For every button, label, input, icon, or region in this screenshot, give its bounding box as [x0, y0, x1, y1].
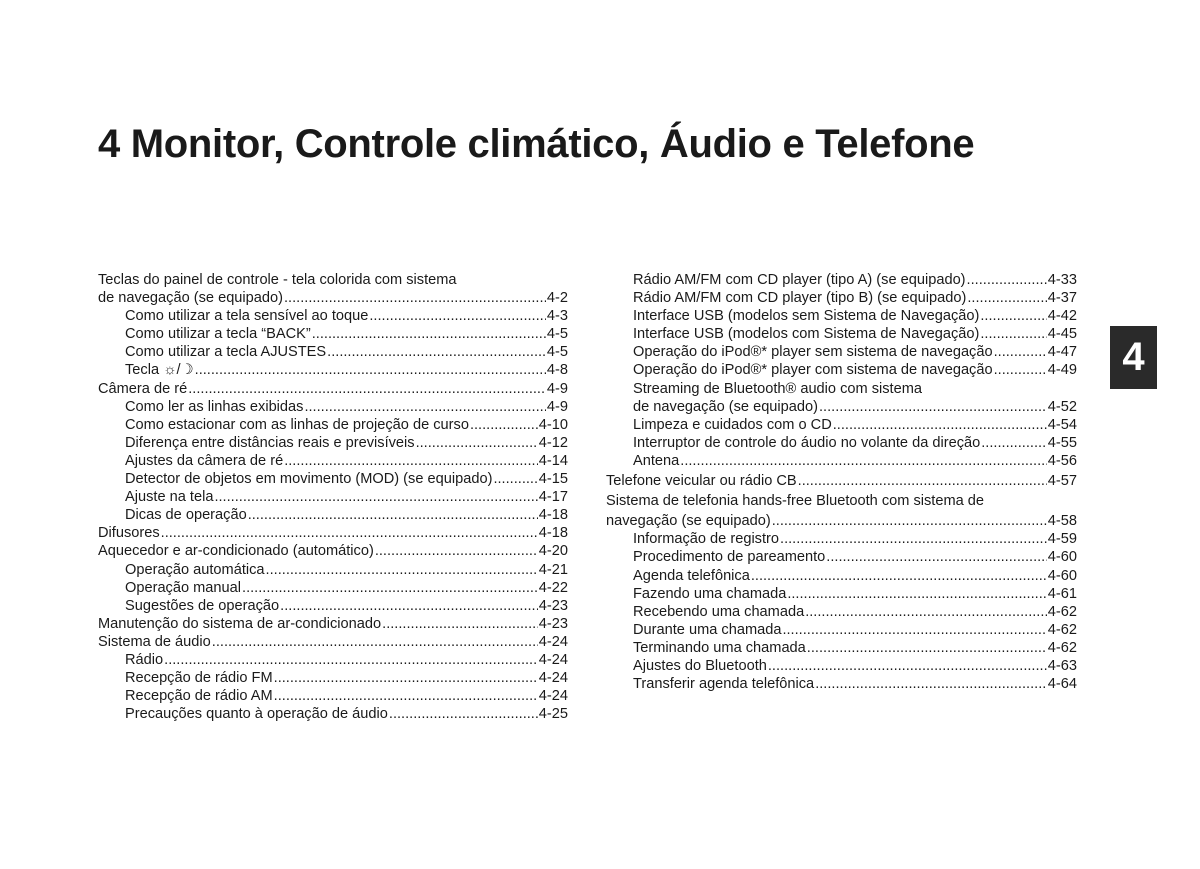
toc-leader-dots: [980, 307, 1046, 325]
toc-entry-page: 4-62: [1047, 639, 1077, 656]
toc-entry-title: Ajustes do Bluetooth: [633, 657, 767, 674]
toc-entry-page: 4-58: [1047, 513, 1077, 530]
toc-leader-dots: [212, 633, 538, 651]
toc-entry-title: navegação (se equipado): [606, 513, 771, 530]
toc-leader-dots: [994, 361, 1047, 379]
toc-list-right: [606, 271, 1077, 693]
toc-entry: [98, 687, 568, 705]
toc-entry-title: Dicas de operação: [125, 507, 247, 524]
toc-entry-title: Durante uma chamada: [633, 621, 782, 638]
toc-entry-page: 4-12: [538, 434, 568, 451]
toc-leader-dots: [248, 506, 538, 524]
toc-entry: [606, 512, 1077, 530]
toc-entry-title: Antena: [633, 452, 680, 469]
toc-entry-page: 4-60: [1047, 549, 1077, 566]
toc-entry-title: de navegação (se equipado): [633, 398, 818, 415]
toc-entry-page: 4-5: [546, 344, 568, 361]
toc-entry: [606, 343, 1077, 361]
toc-leader-dots: [787, 585, 1046, 603]
toc-entry: [98, 470, 568, 488]
toc-left-column: [98, 271, 568, 723]
toc-entry-page: 4-62: [1047, 603, 1077, 620]
toc-leader-dots: [967, 289, 1046, 307]
toc-entry-page: 4-45: [1047, 326, 1077, 343]
toc-entry-page: 4-18: [538, 507, 568, 524]
toc-entry-title: Sistema de telefonia hands-free Bluetooth com sistema de: [606, 493, 985, 510]
toc-entry: [606, 380, 1077, 398]
toc-leader-dots: [274, 687, 538, 705]
toc-entry-title: Recepção de rádio AM: [125, 688, 273, 705]
toc-leader-dots: [994, 343, 1047, 361]
toc-entry: [606, 675, 1077, 693]
toc-entry-page: 4-18: [538, 525, 568, 542]
toc-entry-title: Como estacionar com as linhas de projeção de curso: [125, 416, 469, 433]
toc-entry-page: 4-42: [1047, 308, 1077, 325]
toc-entry: [98, 452, 568, 470]
toc-entry-title: Detector de objetos em movimento (MOD) (se equipado): [125, 471, 493, 488]
toc-entry-page: 4-24: [538, 651, 568, 668]
toc-entry-title: Como utilizar a tela sensível ao toque: [125, 308, 369, 325]
toc-entry-page: 4-10: [538, 416, 568, 433]
toc-leader-dots: [161, 524, 538, 542]
toc-entry-title: Rádio AM/FM com CD player (tipo B) (se equipado): [633, 290, 967, 307]
toc-entry: [98, 398, 568, 416]
toc-entry: [606, 492, 1077, 510]
toc-entry-page: 4-9: [546, 398, 568, 415]
toc-entry-title: Interface USB (modelos com Sistema de Navegação): [633, 326, 980, 343]
toc-entry-title: Informação de registro: [633, 531, 780, 548]
toc-entry-page: 4-49: [1047, 362, 1077, 379]
toc-right-column: [606, 271, 1077, 693]
toc-entry-page: 4-20: [538, 543, 568, 560]
toc-leader-dots: [214, 488, 537, 506]
toc-entry-page: 4-8: [546, 362, 568, 379]
toc-entry-title: Teclas do painel de controle - tela colorida com sistema: [98, 272, 457, 288]
toc-entry-page: 4-47: [1047, 344, 1077, 361]
toc-leader-dots: [470, 416, 538, 434]
toc-entry: [98, 488, 568, 506]
toc-entry-page: 4-14: [538, 452, 568, 469]
toc-entry: [606, 434, 1077, 452]
toc-entry-title: Interruptor de controle do áudio no volante da direção: [633, 434, 981, 451]
toc-leader-dots: [274, 669, 538, 687]
toc-entry-page: 4-64: [1047, 676, 1077, 693]
toc-entry-title: Operação manual: [125, 579, 242, 596]
toc-entry: [98, 325, 568, 343]
toc-leader-dots: [242, 579, 538, 597]
toc-entry: [606, 398, 1077, 416]
toc-entry: [606, 325, 1077, 343]
toc-entry: [98, 579, 568, 597]
toc-leader-dots: [772, 512, 1047, 530]
toc-entry-page: 4-57: [1047, 473, 1077, 490]
toc-leader-dots: [195, 361, 546, 379]
toc-leader-dots: [284, 289, 546, 307]
toc-entry-title: de navegação (se equipado): [98, 290, 283, 307]
toc-entry-title: Operação do iPod®* player com sistema de navegação: [633, 362, 993, 379]
toc-leader-dots: [815, 675, 1047, 693]
toc-leader-dots: [188, 380, 546, 398]
toc-entry-title: Como ler as linhas exibidas: [125, 398, 304, 415]
toc-entry: [606, 271, 1077, 289]
toc-entry-title: Ajustes da câmera de ré: [125, 452, 284, 469]
toc-leader-dots: [981, 434, 1047, 452]
chapter-tab: 4: [1110, 326, 1157, 389]
toc-entry-title: Precauções quanto à operação de áudio: [125, 706, 388, 723]
toc-entry-title: Transferir agenda telefônica: [633, 676, 815, 693]
toc-entry-page: 4-54: [1047, 416, 1077, 433]
toc-leader-dots: [807, 639, 1047, 657]
toc-entry-page: 4-21: [538, 561, 568, 578]
toc-entry: [98, 561, 568, 579]
toc-entry-page: 4-37: [1047, 290, 1077, 307]
toc-entry-title: Manutenção do sistema de ar-condicionado: [98, 615, 382, 632]
toc-entry-title: Streaming de Bluetooth® audio com sistema: [633, 380, 922, 397]
toc-entry: [606, 416, 1077, 434]
toc-entry-title: Câmera de ré: [98, 380, 188, 397]
toc-entry-page: 4-24: [538, 688, 568, 705]
toc-entry: [98, 271, 568, 289]
toc-leader-dots: [375, 542, 538, 560]
toc-entry: [98, 343, 568, 361]
toc-leader-dots: [266, 561, 538, 579]
toc-entry: [606, 639, 1077, 657]
toc-entry-page: 4-15: [538, 471, 568, 488]
toc-entry: [606, 530, 1077, 548]
toc-entry-title: Procedimento de pareamento: [633, 549, 826, 566]
toc-entry-title: Sistema de áudio: [98, 633, 211, 650]
toc-entry: [98, 597, 568, 615]
toc-entry-page: 4-60: [1047, 567, 1077, 584]
toc-entry: [98, 416, 568, 434]
toc-entry: [606, 603, 1077, 621]
toc-leader-dots: [164, 651, 538, 669]
toc-leader-dots: [768, 657, 1047, 675]
toc-entry-page: 4-61: [1047, 585, 1077, 602]
toc-leader-dots: [312, 325, 546, 343]
toc-entry: [606, 307, 1077, 325]
toc-entry: [98, 380, 568, 398]
toc-entry-title: Operação do iPod®* player sem sistema de navegação: [633, 344, 993, 361]
toc-leader-dots: [284, 452, 538, 470]
toc-entry: [98, 506, 568, 524]
toc-entry-page: 4-24: [538, 633, 568, 650]
toc-leader-dots: [751, 567, 1047, 585]
toc-entry: [98, 542, 568, 560]
toc-entry-page: 4-23: [538, 597, 568, 614]
toc-entry-title: Sugestões de operação: [125, 597, 280, 614]
toc-entry: [98, 524, 568, 542]
toc-entry-title: Como utilizar a tecla “BACK”: [125, 326, 311, 343]
toc-entry: [98, 434, 568, 452]
toc-entry-page: 4-33: [1047, 272, 1077, 288]
toc-entry-page: 4-23: [538, 615, 568, 632]
toc-leader-dots: [369, 307, 546, 325]
toc-entry: [606, 472, 1077, 490]
toc-list-left: [98, 271, 568, 723]
toc-leader-dots: [304, 398, 545, 416]
toc-entry: [606, 361, 1077, 379]
toc-entry-page: 4-59: [1047, 531, 1077, 548]
toc-entry-page: 4-17: [538, 489, 568, 506]
toc-entry: [606, 621, 1077, 639]
toc-entry: [98, 307, 568, 325]
toc-entry-title: Operação automática: [125, 561, 265, 578]
toc-entry: [606, 452, 1077, 470]
toc-entry-title: Tecla ☼/☽: [125, 362, 194, 379]
toc-entry-title: Recepção de rádio FM: [125, 670, 273, 687]
toc-entry: [98, 705, 568, 723]
toc-entry: [606, 657, 1077, 675]
toc-entry-page: 4-3: [546, 308, 568, 325]
toc-entry-page: 4-9: [546, 380, 568, 397]
toc-entry-title: Difusores: [98, 525, 160, 542]
toc-entry: [606, 567, 1077, 585]
toc-entry: [98, 289, 568, 307]
toc-entry: [98, 669, 568, 687]
toc-entry-title: Aquecedor e ar-condicionado (automático): [98, 543, 374, 560]
toc-entry-page: 4-62: [1047, 621, 1077, 638]
toc-leader-dots: [805, 603, 1047, 621]
toc-entry-title: Interface USB (modelos sem Sistema de Navegação): [633, 308, 980, 325]
toc-leader-dots: [280, 597, 538, 615]
toc-leader-dots: [980, 325, 1046, 343]
toc-entry: [98, 633, 568, 651]
toc-leader-dots: [780, 530, 1047, 548]
toc-entry-page: 4-24: [538, 670, 568, 687]
toc-entry-title: Rádio AM/FM com CD player (tipo A) (se equipado): [633, 272, 966, 288]
toc-entry-page: 4-5: [546, 326, 568, 343]
toc-entry-page: 4-55: [1047, 434, 1077, 451]
toc-entry-page: 4-52: [1047, 398, 1077, 415]
toc-leader-dots: [967, 271, 1047, 289]
toc-leader-dots: [826, 548, 1047, 566]
page-title: 4 Monitor, Controle climático, Áudio e Telefone: [98, 122, 975, 166]
toc-entry-title: Recebendo uma chamada: [633, 603, 805, 620]
toc-entry-title: Como utilizar a tecla AJUSTES: [125, 344, 327, 361]
toc-entry-page: 4-56: [1047, 452, 1077, 469]
toc-entry-title: Ajuste na tela: [125, 489, 214, 506]
toc-entry: [606, 289, 1077, 307]
toc-entry: [98, 615, 568, 633]
toc-entry-title: Rádio: [125, 651, 164, 668]
toc-leader-dots: [798, 472, 1047, 490]
toc-entry-page: 4-22: [538, 579, 568, 596]
toc-entry: [606, 585, 1077, 603]
toc-leader-dots: [680, 452, 1047, 470]
toc-leader-dots: [416, 434, 538, 452]
toc-entry-title: Diferença entre distâncias reais e previsíveis: [125, 434, 415, 451]
toc-entry: [606, 548, 1077, 566]
toc-leader-dots: [819, 398, 1047, 416]
toc-leader-dots: [782, 621, 1046, 639]
toc-entry-title: Telefone veicular ou rádio CB: [606, 473, 797, 490]
toc-entry: [98, 651, 568, 669]
toc-entry-title: Terminando uma chamada: [633, 639, 806, 656]
toc-leader-dots: [327, 343, 546, 361]
toc-leader-dots: [833, 416, 1047, 434]
toc-entry-title: Agenda telefônica: [633, 567, 750, 584]
toc-entry-page: 4-63: [1047, 657, 1077, 674]
toc-entry: [98, 361, 568, 379]
toc-entry-page: 4-2: [546, 290, 568, 307]
toc-entry-title: Limpeza e cuidados com o CD: [633, 416, 832, 433]
toc-leader-dots: [493, 470, 537, 488]
toc-entry-title: Fazendo uma chamada: [633, 585, 787, 602]
toc-leader-dots: [389, 705, 538, 723]
toc-leader-dots: [382, 615, 538, 633]
toc-entry-page: 4-25: [538, 706, 568, 723]
